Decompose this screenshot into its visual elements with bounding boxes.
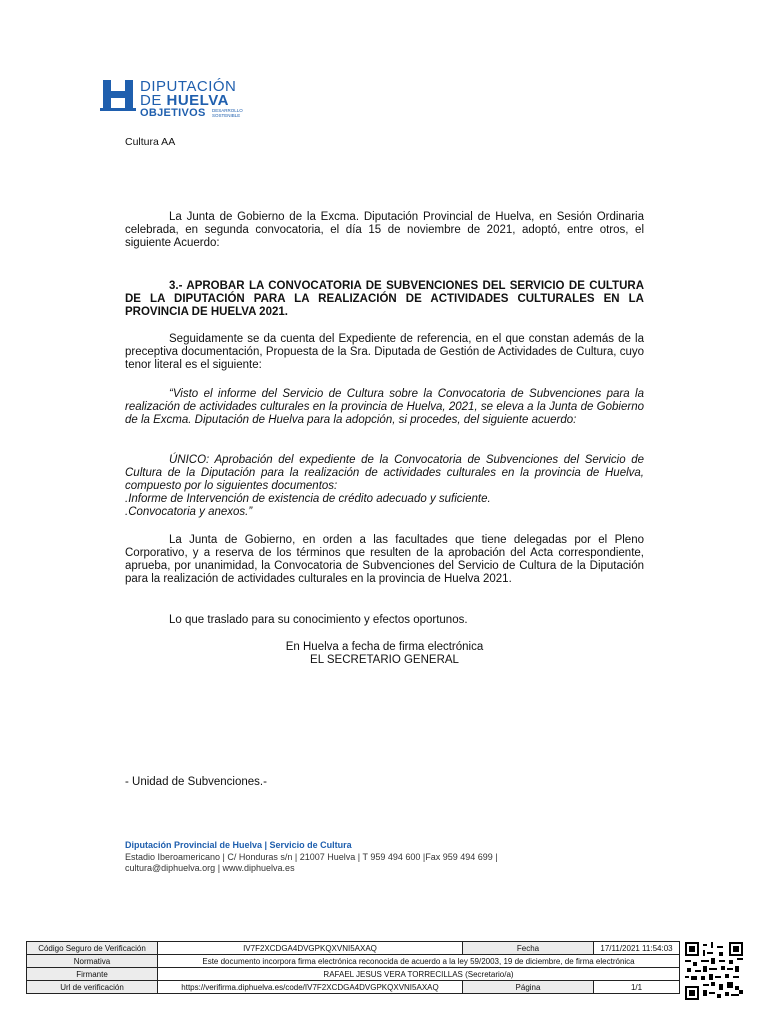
fecha-value: 17/11/2021 11:54:03 (594, 942, 680, 955)
qr-code-icon (685, 942, 743, 1000)
normativa-value: Este documento incorpora firma electrónica reconocida de acuerdo a la ley 59/2003, 19 de diciembre, de firma electrónica (158, 955, 680, 968)
quote-item-1: .Informe de Intervención de existencia de crédito adecuado y suficiente. (125, 493, 491, 505)
footer-street: Estadio Iberoamericano | C/ Honduras s/n | 21007 Huelva | T 959 494 600 |Fax 959 494 699 | (125, 851, 498, 862)
signature-block (125, 641, 644, 667)
signature-line-1: En Huelva a fecha de firma electrónica (285, 641, 484, 653)
footer-address (125, 840, 498, 875)
intro-paragraph: La Junta de Gobierno de la Excma. Diputación Provincial de Huelva, en Sesión Ordinaria celebrada, en segunda convocatoria, el día 15 de noviembre de 2021, adoptó, entre otros, el siguiente Acuerdo: (125, 211, 644, 249)
paragraph-3: Lo que traslado para su conocimiento y efectos oportunos. (169, 614, 468, 626)
unit-line: - Unidad de Subvenciones.- (125, 776, 267, 788)
agreement-heading: 3.- APROBAR LA CONVOCATORIA DE SUBVENCIONES DEL SERVICIO DE CULTURA DE LA DIPUTACIÓN PARA LA REALIZACIÓN DE ACTIVIDADES CULTURALES EN LA PROVINCIA DE HUELVA 2021. (125, 280, 644, 318)
csv-value: IV7F2XCDGA4DVGPKQXVNI5AXAQ (158, 942, 463, 955)
normativa-label: Normativa (27, 955, 158, 968)
h-logo-icon (100, 78, 136, 112)
footer-contact: cultura@diphuelva.org | www.diphuelva.es (125, 863, 295, 873)
url-value[interactable]: https://verifirma.diphuelva.es/code/IV7F2XCDGA4DVGPKQXVNI5AXAQ (158, 981, 463, 994)
fecha-label: Fecha (463, 942, 594, 955)
table-row (27, 955, 680, 968)
logo-line3: OBJETIVOS (140, 107, 206, 119)
document-reference: Cultura AA (125, 136, 176, 148)
paragraph-1: Seguidamente se da cuenta del Expediente de referencia, en el que constan además de la preceptiva documentación, Propuesta de la Sra. Diputada de Gestión de Actividades de Cultura, cuyo tenor literal es el siguiente: (125, 333, 644, 371)
diputacion-logo (100, 78, 250, 120)
csv-label: Código Seguro de Verificación (27, 942, 158, 955)
url-label: Url de verificación (27, 981, 158, 994)
firmante-label: Firmante (27, 968, 158, 981)
pagina-value: 1/1 (594, 981, 680, 994)
quote-paragraph-1: “Visto el informe del Servicio de Cultura sobre la Convocatoria de Subvenciones para la realización de actividades culturales en la provincia de Huelva, 2021, se eleva a la Junta de Gobierno de la Excma. Diputación de Huelva para la adopción, si procedes, del siguiente acuerdo: (125, 388, 644, 426)
footer-org: Diputación Provincial de Huelva | Servicio de Cultura (125, 840, 352, 850)
signature-line-2: EL SECRETARIO GENERAL (310, 654, 459, 666)
table-row (27, 968, 680, 981)
table-row (27, 942, 680, 955)
quote-item-2: .Convocatoria y anexos.” (125, 506, 253, 518)
logo-line3-small: DESARROLLO SOSTENIBLE (212, 108, 243, 118)
firmante-value: RAFAEL JESUS VERA TORRECILLAS (Secretario/a) (158, 968, 680, 981)
quote-paragraph-2: ÚNICO: Aprobación del expediente de la Convocatoria de Subvenciones del Servicio de Cultura de la Diputación para la realización de actividades culturales en la provincia de Huelva, compuesto por lo siguientes documentos: .Informe de Intervención de existencia de crédito adecuado y suficiente. .Convocatoria y anexos.” (125, 454, 644, 518)
paragraph-2: La Junta de Gobierno, en orden a las facultades que tiene delegadas por el Pleno Corporativo, y a reserva de los términos que resulten de la aprobación del Acta correspondiente, aprueba, por unanimidad, la Convocatoria de Subvenciones del Servicio de Cultura de la Diputación para la realización de actividades culturales en la provincia de Huelva 2021. (125, 534, 644, 585)
verification-table (26, 941, 680, 994)
logo-line1: DIPUTACIÓN (140, 78, 237, 95)
logo-line2: DE HUELVA (140, 92, 229, 109)
pagina-label: Página (463, 981, 594, 994)
table-row (27, 981, 680, 994)
